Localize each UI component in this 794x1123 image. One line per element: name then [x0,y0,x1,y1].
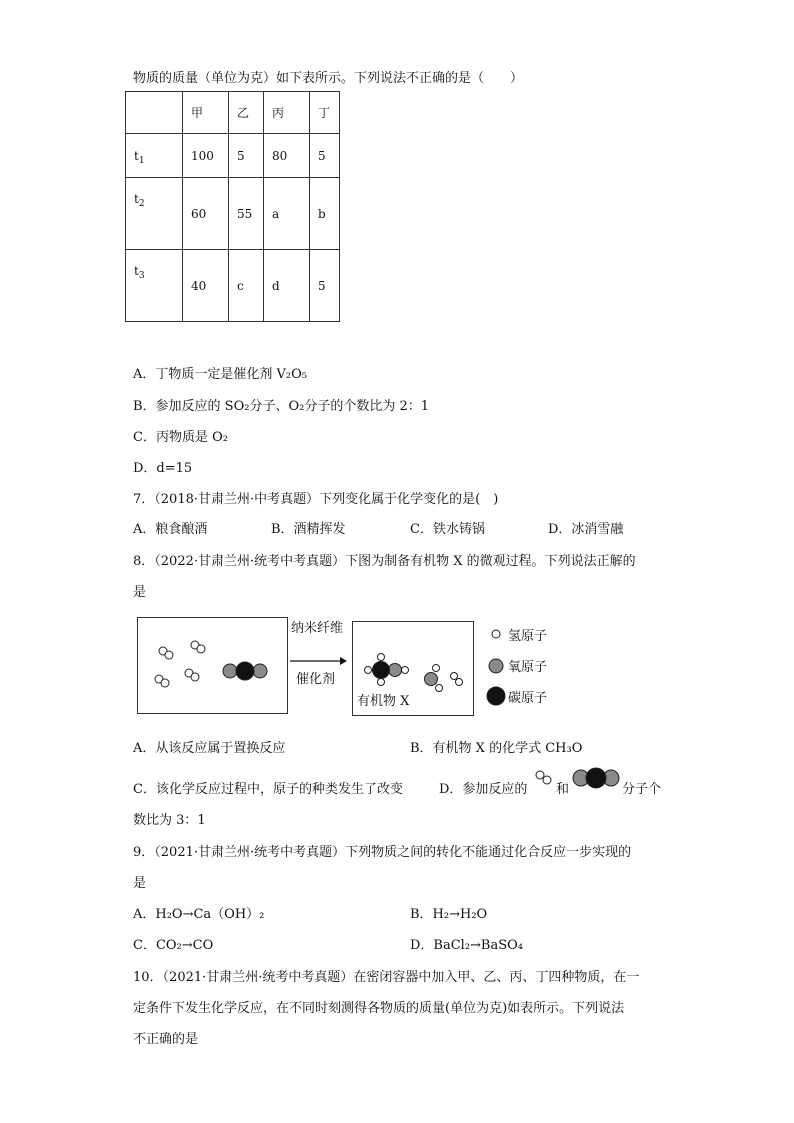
product-label: 有机物 X [357,694,410,709]
q7-option-c: C．铁水铸锅 [410,522,485,537]
reaction-arrow-icon [288,656,348,666]
hydrogen-molecule [159,647,173,659]
q10-line2: 定条件下发生化学反应，在不同时刻测得各物质的质量(单位为克)如表所示。下列说法 [133,1001,625,1016]
table-cell: 5 [229,134,264,178]
hydrogen-molecule-icon [534,769,554,785]
q7-option-d: D．冰消雪融 [548,522,624,537]
table-row [126,178,340,250]
q6-option-a: A．丁物质一定是催化剂 V₂O₅ [133,367,307,382]
q8-option-d-prefix: D．参加反应的 [439,782,528,797]
table-cell: 5 [310,250,340,322]
legend-hydrogen-label: 氢原子 [508,629,548,644]
arrow-top-label: 纳米纤维 [291,621,344,636]
table-header-cell: 甲 [183,92,229,134]
hydrogen-atom-icon [489,627,503,641]
q10-line3: 不正确的是 [133,1032,199,1047]
q7-stem: 7．（2018·甘肃兰州·中考真题）下列变化属于化学变化的是( ) [133,492,499,507]
q8-option-d-line2: 数比为 3：1 [133,813,206,828]
table-cell: 5 [310,134,340,178]
q8-option-a: A．从该反应属于置换反应 [133,741,286,756]
table-cell: c [229,250,264,322]
carbon-dioxide-icon [571,767,621,789]
reactant-molecules [138,618,287,713]
carbon-atom-icon [486,686,506,706]
q9-option-d: D．BaCl₂→BaSO₄ [410,938,524,953]
q10-line1: 10．（2021·甘肃兰州·统考中考真题）在密闭容器中加入甲、乙、丙、丁四种物质，在一 [133,970,640,985]
table-header-cell: 乙 [229,92,264,134]
table-cell: 40 [183,250,229,322]
table-cell: b [310,178,340,250]
table-cell: 80 [264,134,310,178]
methanol-molecule [365,654,409,686]
row-label: $t_2$ [126,178,183,250]
table-cell: 60 [183,178,229,250]
q8-option-d-suffix: 分子个 [622,782,662,797]
row-label: $t_3$ [126,250,183,322]
hydrogen-molecule [155,675,169,687]
products-box [352,621,474,716]
question-intro: 物质的质量（单位为克）如下表所示。下列说法不正确的是（ ） [133,71,524,86]
q9-option-c: C．CO₂→CO [133,938,214,953]
q8-stem-line2: 是 [133,585,147,600]
q8-option-b: B．有机物 X 的化学式 CH₃O [410,741,583,756]
q7-option-b: B．酒精挥发 [271,522,346,537]
legend-carbon-label: 碳原子 [508,691,548,706]
hydrogen-molecule [451,673,463,686]
table-header-cell: 丁 [310,92,340,134]
table-cell: 100 [183,134,229,178]
q6-option-d: D．d=15 [133,461,193,476]
row-label: $t_1$ [126,134,183,178]
water-molecule [425,665,443,692]
q6-option-b: B．参加反应的 SO₂分子、O₂分子的个数比为 2：1 [133,399,430,414]
q6-option-c: C．丙物质是 O₂ [133,430,228,445]
table-cell: a [264,178,310,250]
q9-option-b: B．H₂→H₂O [410,907,488,922]
table-header-cell [126,92,183,134]
mass-table [125,91,340,322]
table-header-cell: 丙 [264,92,310,134]
q8-option-c: C．该化学反应过程中，原子的种类发生了改变 [133,782,403,797]
q8-stem-line1: 8．（2022·甘肃兰州·统考中考真题）下图为制备有机物 X 的微观过程。下列说法正解的 [133,554,636,569]
q7-option-a: A．粮食酿酒 [133,522,208,537]
table-row [126,134,340,178]
hydrogen-molecule [191,641,205,653]
table-row [126,250,340,322]
carbon-dioxide-molecule [223,662,267,680]
hydrogen-molecule [185,669,199,681]
reactants-box [137,617,288,714]
oxygen-atom-icon [487,657,505,675]
legend-oxygen-label: 氧原子 [508,660,548,675]
q8-option-d-mid: 和 [556,782,570,797]
q9-option-a: A．H₂O→Ca（OH）₂ [133,907,265,922]
table-cell: 55 [229,178,264,250]
q9-stem-line2: 是 [133,876,147,891]
arrow-bottom-label: 催化剂 [296,672,336,687]
table-cell: d [264,250,310,322]
q9-stem-line1: 9．（2021·甘肃兰州·统考中考真题）下列物质之间的转化不能通过化合反应一步实现的 [133,845,632,860]
